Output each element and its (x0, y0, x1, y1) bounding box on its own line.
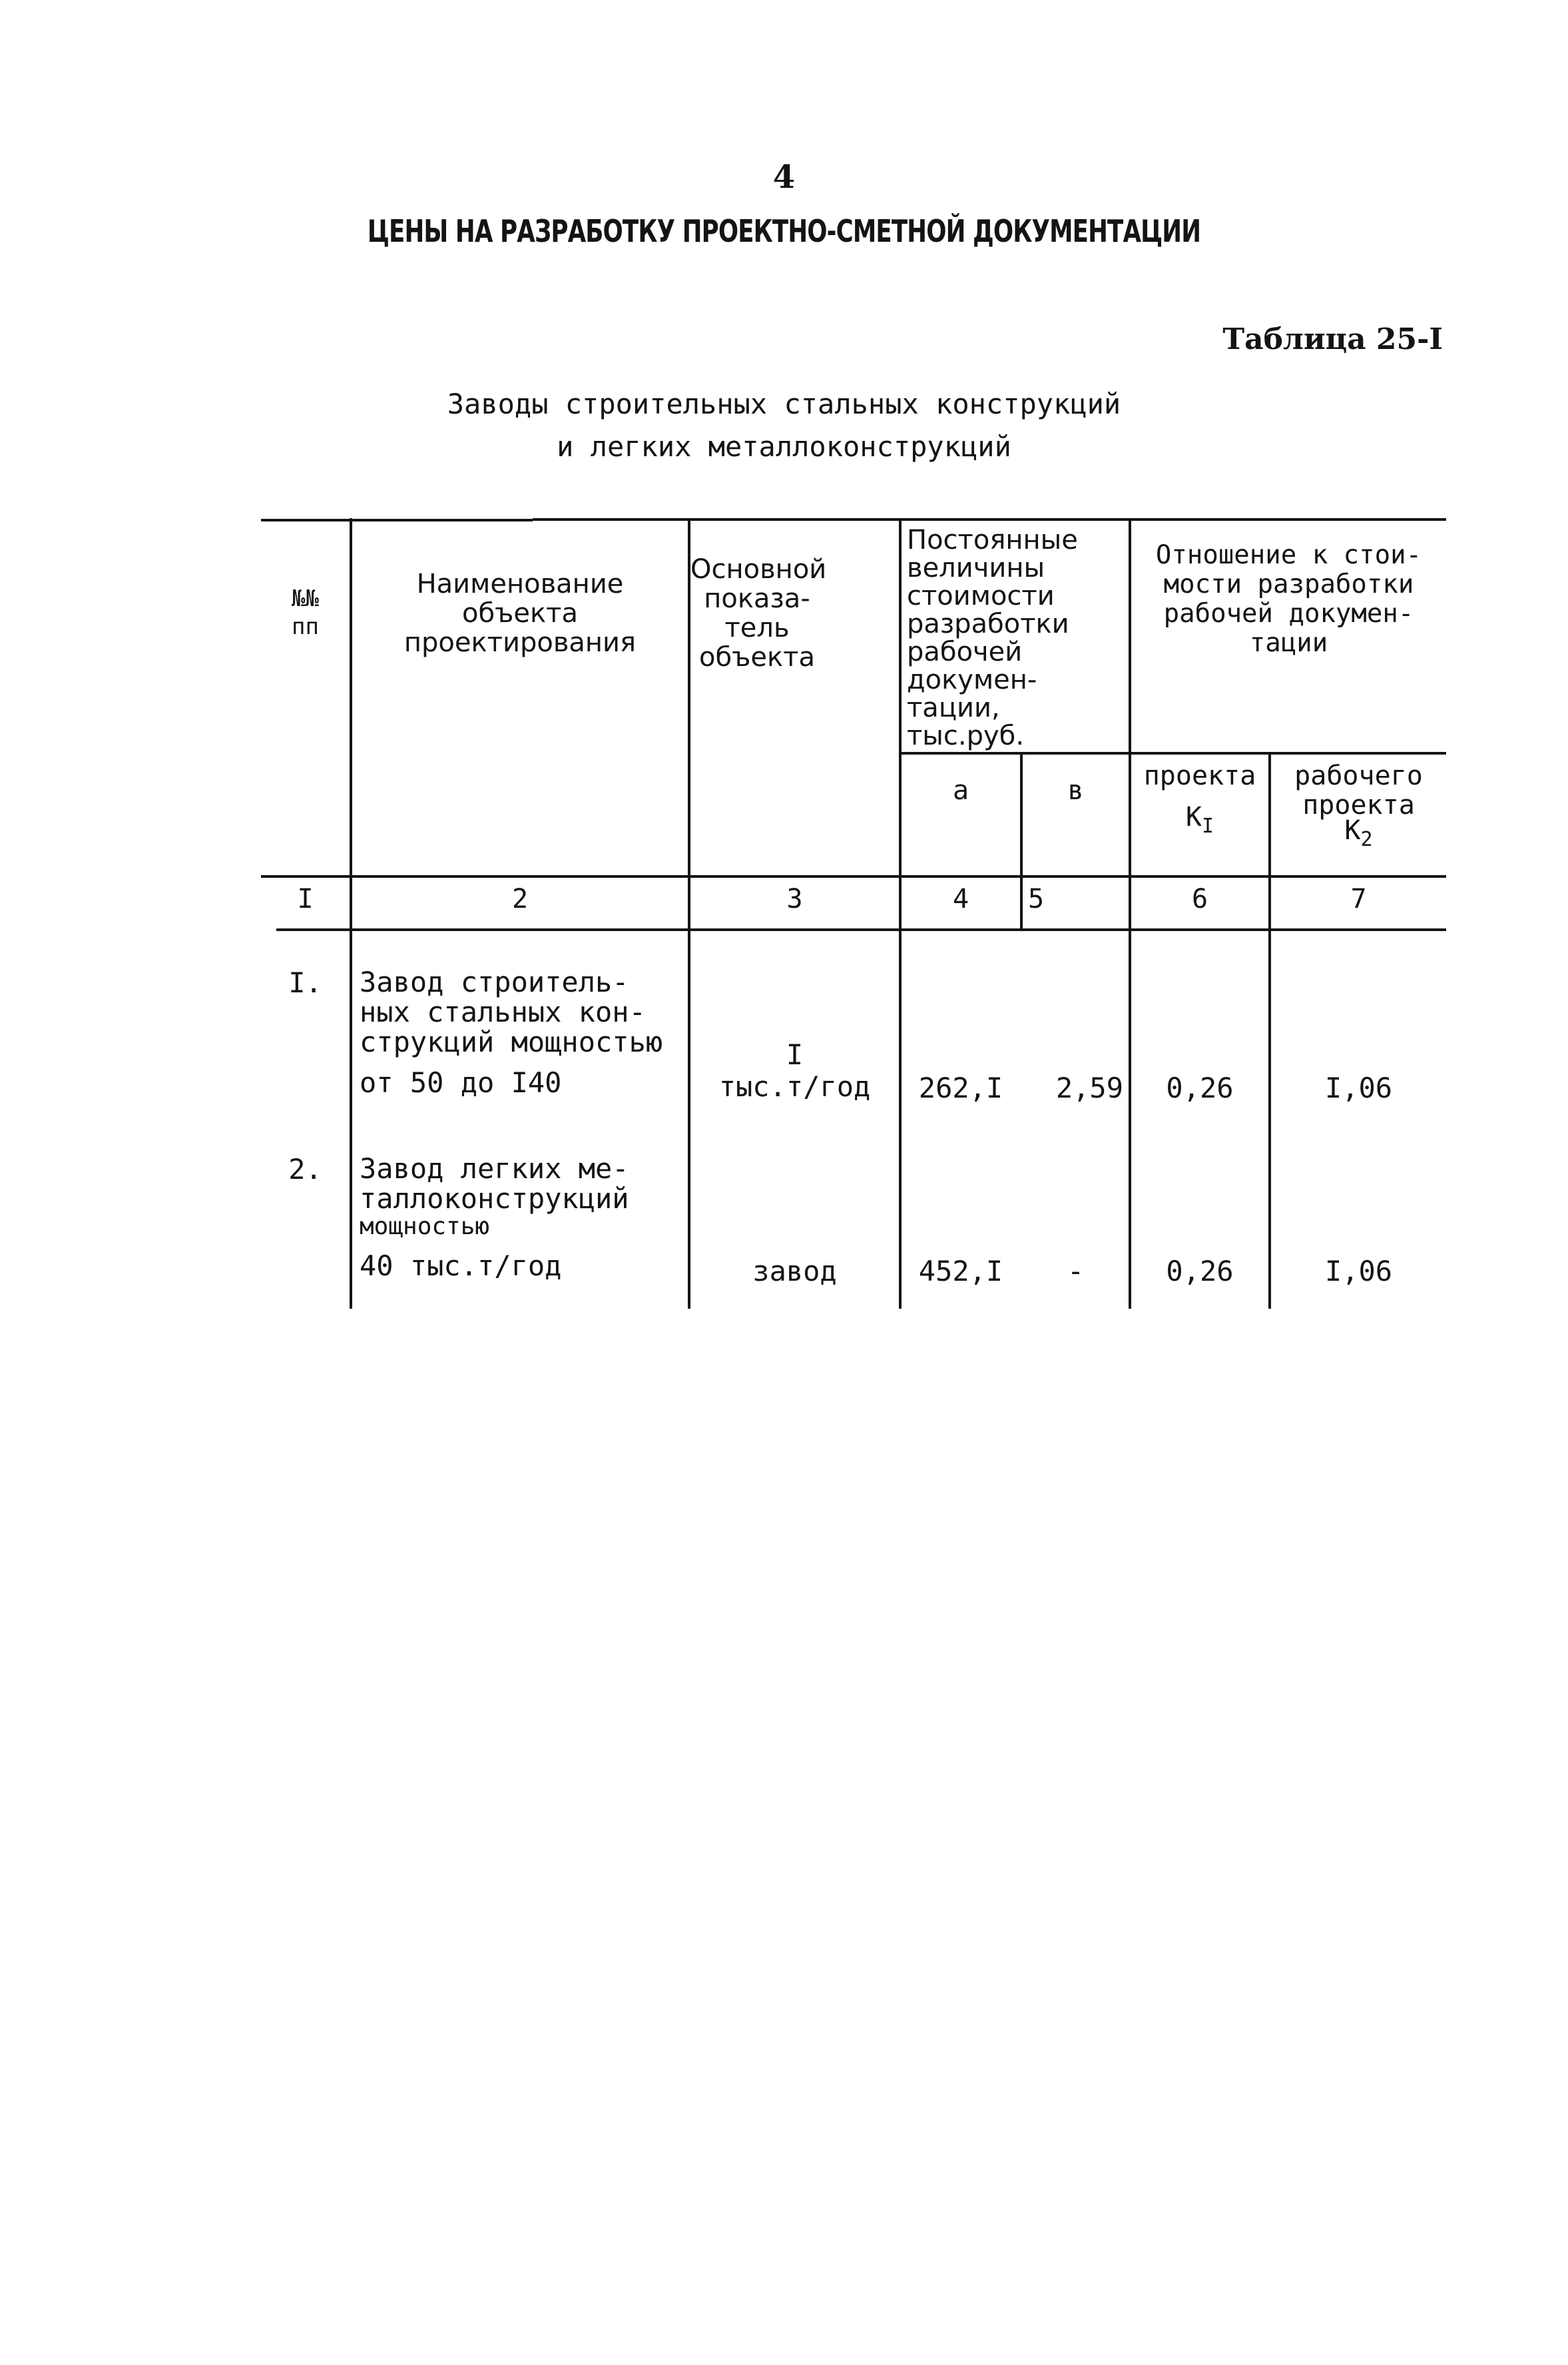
row-1-num: I. (288, 966, 322, 999)
row-1-k1: 0,26 (1166, 1072, 1234, 1104)
row-2-name: Завод легких ме- таллоконструкций мощностью 40 тыс.т/год (360, 1152, 629, 1282)
subheader-rule (899, 752, 1446, 755)
header-k1 (1131, 761, 1268, 841)
column-number-2: 2 (511, 884, 529, 914)
column-number-6: 6 (1191, 884, 1208, 914)
k1-symbol: К (1185, 802, 1202, 833)
header-indicator: Основной показа- тель объекта (690, 554, 827, 673)
column-number-7: 7 (1350, 884, 1367, 914)
k2-subscript: 2 (1360, 828, 1373, 851)
row-2-k1: 0,26 (1166, 1255, 1234, 1287)
k2-symbol: К (1344, 815, 1361, 846)
row-2-indicator: завод (752, 1255, 837, 1287)
row-1-k2: I,06 (1324, 1072, 1393, 1104)
row-1-indicator: I тыс.т/год (718, 1038, 871, 1103)
table-title-line-1: Заводы строительных стальных конструкций (447, 388, 1121, 420)
column-number-4: 4 (952, 884, 969, 914)
header-k2: рабочего проекта $К_2$ (1294, 761, 1423, 851)
row-1-b: 2,59 (1055, 1072, 1123, 1104)
header-name: Наименование объекта проектирования (403, 569, 637, 658)
table-top-rule-left (261, 519, 533, 521)
row-1-name: Завод строитель- ных стальных кон- струкций мощностью от 50 до I40 (360, 966, 663, 1099)
header-k1-label: проекта (1143, 761, 1256, 791)
row-2-b: - (1067, 1255, 1085, 1287)
row-2-a: 452,I (918, 1255, 1003, 1287)
column-number-1: I (297, 884, 314, 914)
column-number-3: 3 (786, 884, 803, 914)
page-number: 4 (772, 159, 796, 196)
header-b: в (1067, 775, 1084, 806)
table-title-line-2: и легких металлоконструкций (557, 430, 1011, 463)
row-1-a: 262,I (918, 1072, 1003, 1104)
k1-subscript: I (1202, 815, 1214, 838)
row-2-num: 2. (288, 1153, 322, 1185)
header-num: №№ пп (292, 585, 319, 640)
table-top-rule (533, 518, 1446, 521)
header-a: а (952, 775, 969, 806)
column-number-5: 5 (1028, 884, 1045, 914)
page-heading: ЦЕНЫ НА РАЗРАБОТКУ ПРОЕКТНО-СМЕТНОЙ ДОКУМЕНТАЦИИ (367, 213, 1201, 249)
table-label: Таблица 25-I (1222, 322, 1443, 356)
header-const-values: Постоянные величины стоимости разработки рабочей докумен- тации, тыс.руб. (907, 525, 1078, 751)
row-2-k2: I,06 (1324, 1255, 1393, 1287)
header-ratio: Отношение к стои- мости разработки рабочей докумен- тации (1155, 540, 1422, 658)
